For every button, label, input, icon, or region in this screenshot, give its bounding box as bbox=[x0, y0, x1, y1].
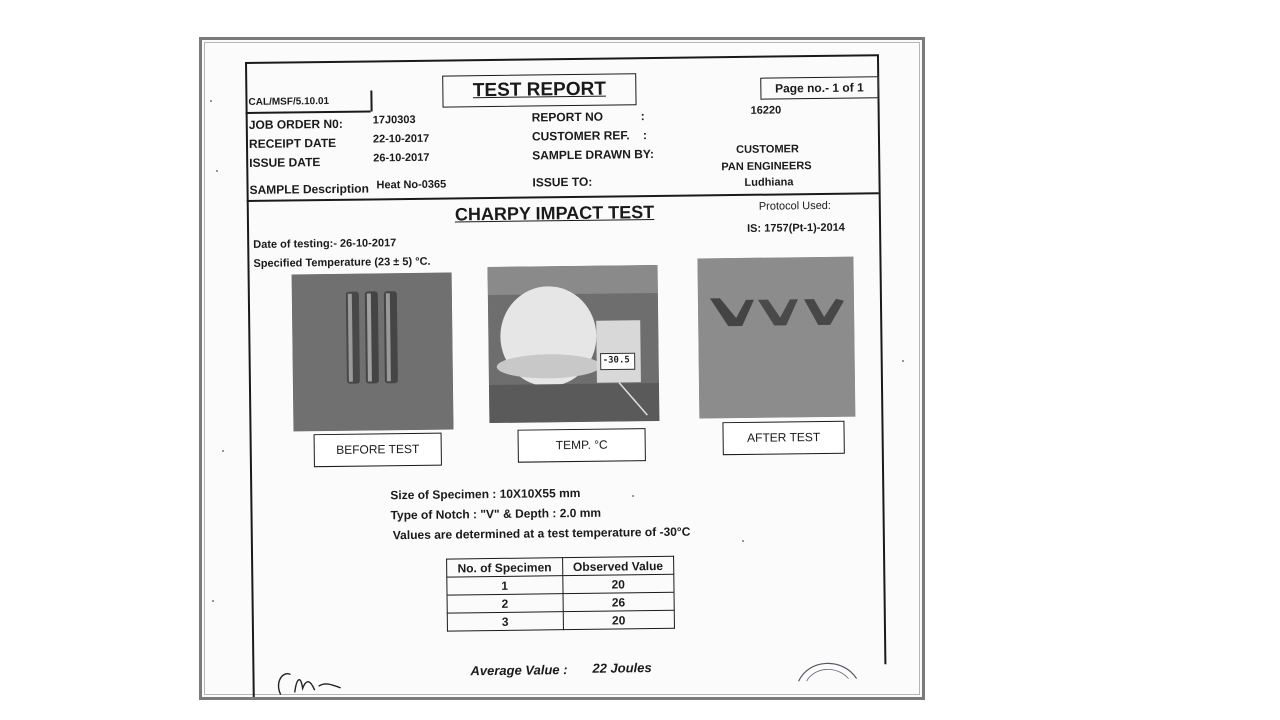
scan-speck bbox=[902, 360, 904, 362]
before-test-photo bbox=[292, 272, 454, 431]
scan-speck bbox=[210, 100, 212, 102]
values-note: Values are determined at a test temperature of -30°C bbox=[392, 524, 691, 543]
report-title: TEST REPORT bbox=[442, 73, 636, 107]
signature-mark bbox=[270, 664, 350, 699]
report-no-value: 16220 bbox=[750, 104, 782, 117]
scanned-document-frame bbox=[199, 37, 925, 700]
report-no-colon: : bbox=[640, 109, 645, 124]
type-of-notch: Type of Notch : "V" & Depth : 2.0 mm bbox=[390, 505, 602, 523]
sample-description-value: Heat No-0365 bbox=[376, 178, 447, 192]
test-report-document bbox=[245, 54, 888, 700]
sample-drawn-label: SAMPLE DRAWN BY: bbox=[532, 147, 655, 163]
after-test-photo bbox=[697, 257, 855, 419]
test-heading: CHARPY IMPACT TEST bbox=[454, 202, 655, 225]
receipt-date-value: 22-10-2017 bbox=[372, 132, 430, 146]
size-of-specimen: Size of Specimen : 10X10X55 mm bbox=[390, 485, 581, 503]
temperature-caption: TEMP. °C bbox=[518, 428, 646, 463]
receipt-date-label: RECEIPT DATE bbox=[248, 135, 337, 151]
stamp-mark bbox=[792, 653, 862, 684]
form-code-divider bbox=[370, 90, 372, 111]
protocol-value: IS: 1757(Pt-1)-2014 bbox=[747, 221, 845, 235]
average-label: Average Value : bbox=[470, 662, 568, 679]
specimen-no: 1 bbox=[447, 576, 563, 595]
form-code-underline bbox=[246, 110, 371, 113]
sample-description-label: SAMPLE Description bbox=[249, 181, 369, 197]
before-test-caption: BEFORE TEST bbox=[314, 433, 442, 468]
scan-speck bbox=[212, 600, 214, 602]
job-order-label: JOB ORDER N0: bbox=[248, 116, 343, 132]
customer-ref-colon: : bbox=[642, 128, 648, 143]
customer-ref-label: CUSTOMER REF. bbox=[531, 128, 630, 144]
job-order-value: 17J0303 bbox=[372, 113, 416, 127]
observed-value: 26 bbox=[563, 592, 675, 611]
form-code: CAL/MSF/5.10.01 bbox=[248, 95, 330, 108]
header-specimen-no: No. of Specimen bbox=[447, 558, 563, 577]
issue-date-value: 26-10-2017 bbox=[373, 151, 430, 165]
report-no-label: REPORT NO bbox=[531, 109, 604, 125]
scan-speck bbox=[222, 450, 224, 452]
date-of-testing: Date of testing:- 26-10-2017 bbox=[253, 237, 397, 251]
observed-value: 20 bbox=[563, 610, 675, 629]
header-observed-value: Observed Value bbox=[562, 556, 674, 575]
table-row bbox=[447, 610, 674, 631]
protocol-label: Protocol Used: bbox=[758, 199, 832, 213]
scan-speck bbox=[216, 170, 218, 172]
temperature-photo bbox=[488, 265, 660, 423]
sample-drawn-value: CUSTOMER bbox=[736, 143, 799, 157]
specified-temperature: Specified Temperature (23 ± 5) °C. bbox=[253, 255, 431, 270]
page-number: Page no.- 1 of 1 bbox=[760, 76, 878, 99]
specimen-no: 3 bbox=[447, 612, 563, 631]
observed-value: 20 bbox=[562, 574, 674, 593]
issue-to-company: PAN ENGINEERS bbox=[721, 160, 812, 174]
after-test-caption: AFTER TEST bbox=[722, 421, 844, 455]
temperature-display: -30.5 bbox=[602, 355, 630, 366]
results-table bbox=[446, 556, 675, 632]
issue-to-label: ISSUE TO: bbox=[532, 174, 593, 190]
issue-date-label: ISSUE DATE bbox=[249, 155, 321, 170]
issue-to-city: Ludhiana bbox=[744, 176, 794, 189]
average-value: 22 Joules bbox=[592, 660, 652, 676]
specimen-no: 2 bbox=[447, 594, 563, 613]
